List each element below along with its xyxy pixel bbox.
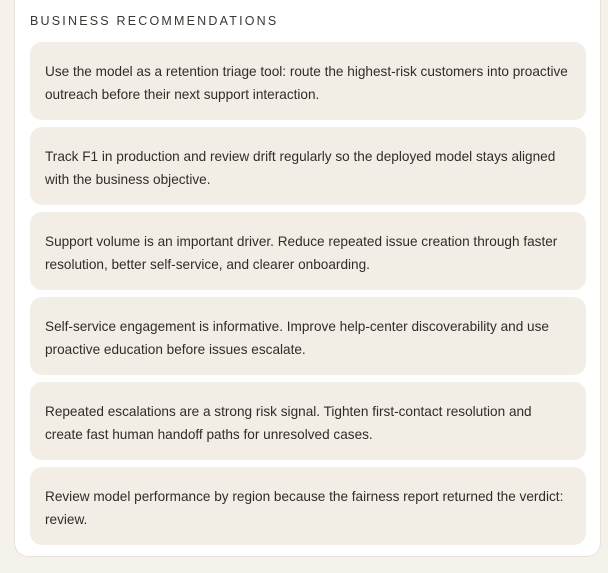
recommendation-card: Support volume is an important driver. Reduce repeated issue creation through faster resolution, better self-service, and clearer onboarding.	[30, 212, 586, 290]
recommendation-card: Use the model as a retention triage tool: route the highest-risk customers into proactive outreach before their next support interaction.	[30, 42, 586, 120]
business-recommendations-panel	[14, 0, 601, 557]
recommendation-card: Track F1 in production and review drift regularly so the deployed model stays aligned with the business objective.	[30, 127, 586, 205]
recommendations-list	[30, 42, 586, 553]
recommendation-card: Repeated escalations are a strong risk signal. Tighten first-contact resolution and create fast human handoff paths for unresolved cases.	[30, 382, 586, 460]
recommendation-card: Self-service engagement is informative. Improve help-center discoverability and use proactive education before issues escalate.	[30, 297, 586, 375]
recommendation-card: Review model performance by region because the fairness report returned the verdict: review.	[30, 467, 586, 545]
section-title: BUSINESS RECOMMENDATIONS	[30, 14, 279, 28]
